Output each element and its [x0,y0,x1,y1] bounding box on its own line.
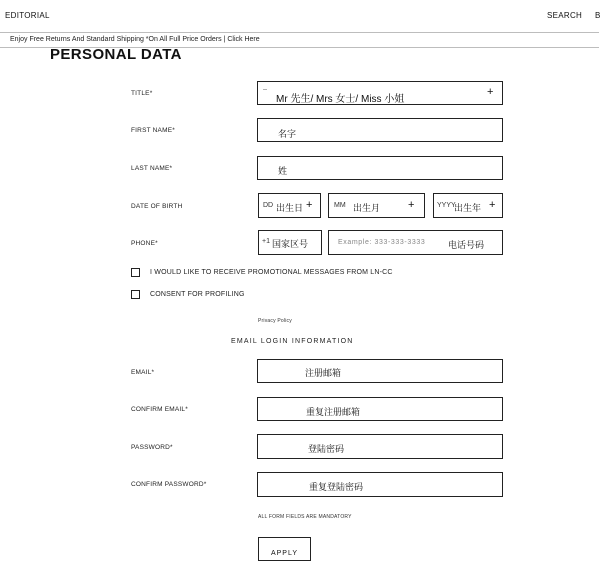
last-name-label: LAST NAME* [131,165,173,172]
dob-day-prefix: DD [263,202,274,209]
profiling-checkbox[interactable] [131,290,140,299]
last-name-value: 姓 [278,166,288,176]
dob-month-value: 出生月 [353,203,381,213]
confirm-email-value: 重复注册邮箱 [306,407,361,417]
email-value: 注册邮箱 [305,368,342,378]
mandatory-note: ALL FORM FIELDS ARE MANDATORY [258,514,352,520]
page-title: PERSONAL DATA [50,46,182,63]
apply-button[interactable]: APPLY [258,537,311,561]
plus-icon: + [487,86,494,98]
promo-checkbox[interactable] [131,268,140,277]
phone-number-value: 电话号码 [448,240,485,250]
dob-label: DATE OF BIRTH [131,203,183,210]
confirm-password-label: CONFIRM PASSWORD* [131,481,207,488]
promo-banner-link[interactable]: Enjoy Free Returns And Standard Shipping *On All Full Price Orders | Click Here [10,36,260,43]
nav-link-editorial[interactable]: EDITORIAL [5,11,50,20]
phone-code-prefix: +1 [262,238,270,245]
confirm-email-label: CONFIRM EMAIL* [131,406,188,413]
confirm-email-input[interactable] [257,397,503,421]
title-select-prefix: -- [263,87,267,93]
password-input[interactable] [257,434,503,459]
password-value: 登陆密码 [308,444,345,454]
dob-year-value: 出生年 [454,203,482,213]
password-label: PASSWORD* [131,444,173,451]
top-navigation [0,0,599,32]
promo-checkbox-label: I WOULD LIKE TO RECEIVE PROMOTIONAL MESSAGES FROM LN-CC [150,269,393,276]
profiling-checkbox-label: CONSENT FOR PROFILING [150,291,245,298]
plus-icon: + [408,199,415,211]
title-select-value: Mr 先生/ Mrs 女士/ Miss 小姐 [276,94,405,105]
first-name-value: 名字 [278,129,297,139]
confirm-password-input[interactable] [257,472,503,497]
plus-icon: + [489,199,496,211]
dob-year-prefix: YYYY [437,202,456,209]
privacy-policy-link[interactable]: Privacy Policy [258,318,292,324]
dob-month-prefix: MM [334,202,346,209]
email-section-title: EMAIL LOGIN INFORMATION [231,338,354,345]
title-label: TITLE* [131,90,153,97]
first-name-label: FIRST NAME* [131,127,175,134]
nav-link-search[interactable]: SEARCH [547,11,583,20]
email-input[interactable] [257,359,503,383]
nav-link-bag[interactable]: B [595,11,600,20]
dob-day-value: 出生日 [276,203,304,213]
phone-code-value: 国家区号 [272,239,309,249]
email-label: EMAIL* [131,369,155,376]
phone-number-placeholder: Example: 333-333-3333 [338,239,426,246]
plus-icon: + [306,199,313,211]
confirm-password-value: 重复登陆密码 [309,482,364,492]
last-name-input[interactable] [257,156,503,180]
phone-label: PHONE* [131,240,158,247]
